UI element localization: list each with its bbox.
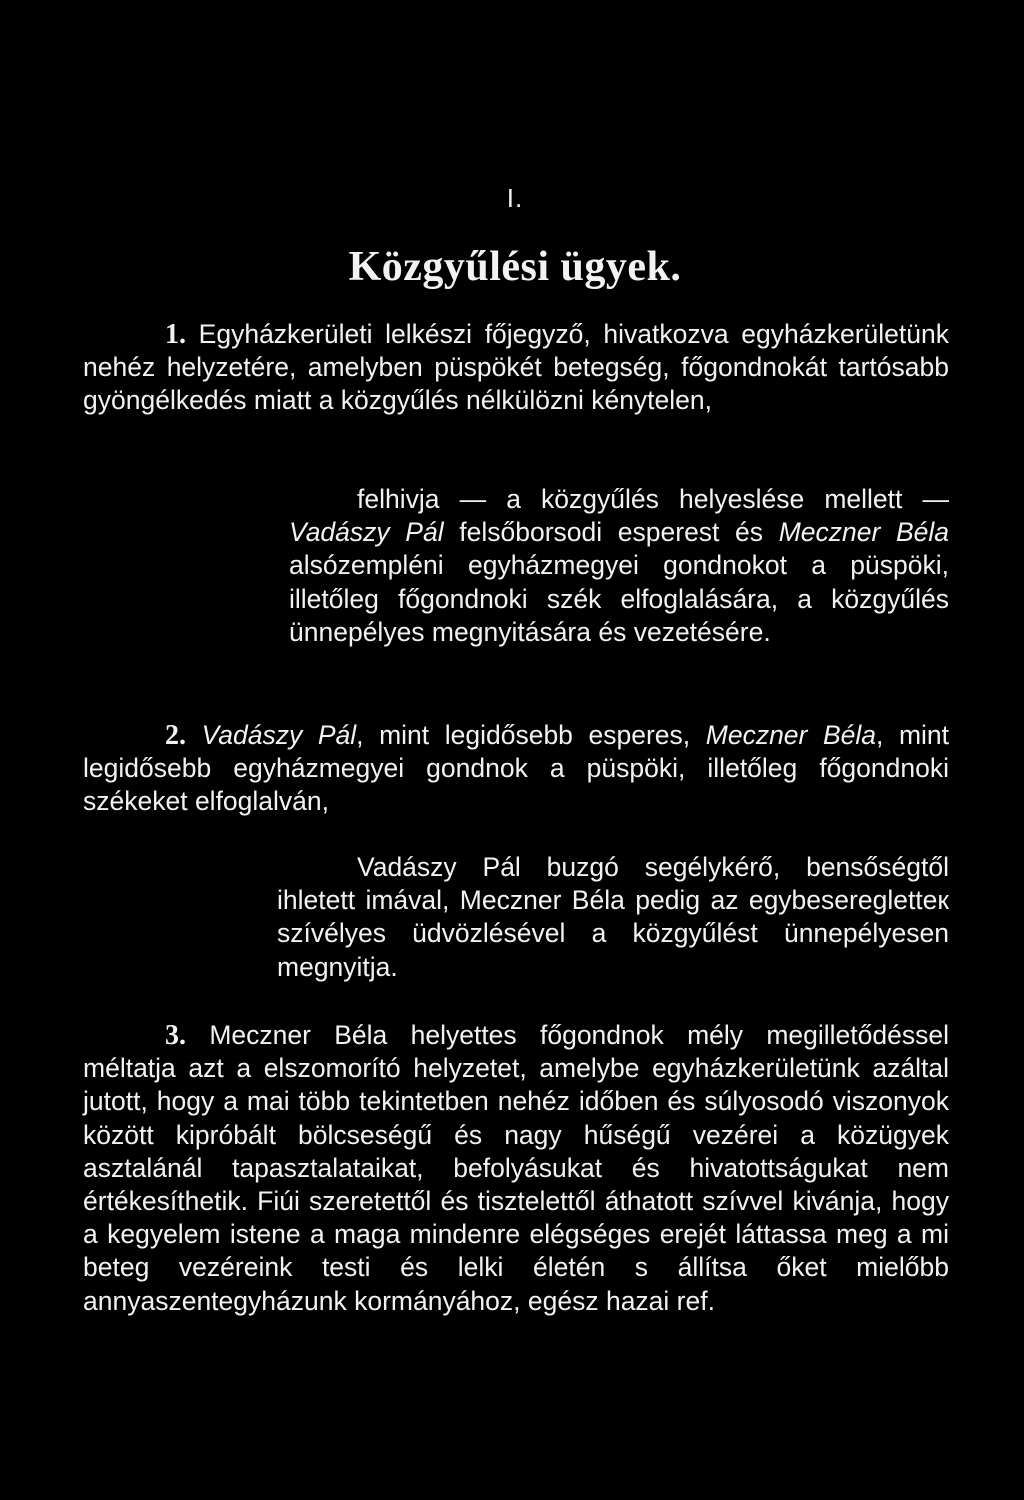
item-2-resolution-text: Vadászy Pál buzgó segélykérő, bensőségtől ihletett imával, Meczner Béla pedig az egybeseregletteк szívélyes üdvözlésével a közgyűlést ünnepélyesen megnyitja.: [277, 852, 949, 982]
item-1-resolution: [289, 483, 949, 649]
item-1-resolution-part2: felsőborsodi esperest és: [459, 517, 764, 548]
item-1-text: Egyházkerületi lelkészi főjegyző, hivatkozva egyházkerületünk nehéz helyzetére, amelyben püspökét betegség, főgondnokát tartósabb gyöngélkedés miatt a közgyűlés nélkülözni kénytelen,: [83, 319, 949, 416]
item-3-number: 3.: [165, 1020, 186, 1051]
section-title: Közgyűlési ügyek.: [348, 244, 682, 290]
item-2-number: 2.: [165, 720, 186, 751]
item-2-name2: Meczner Béla: [705, 720, 876, 750]
item-2-part2: , mint legidősebb egyházmegyei gondnok a püspöki, illetőleg főgondnoki székeket elfoglalván,: [83, 720, 950, 817]
item-1-resolution-part3: alsózempléni egyházmegyei gondnokot a püspöki, illetőleg főgondnoki szék elfoglalására, a közgyűlés ünnepélyes megnyitására és vezetésére.: [289, 550, 949, 647]
item-2-resolution: [277, 851, 949, 984]
item-1-resolution-name1: Vadászy Pál: [289, 517, 444, 548]
item-1-resolution-name2: Meczner Béla: [778, 517, 949, 548]
item-2-part1: , mint legidősebb esperes,: [356, 720, 691, 750]
item-1-resolution-part1: felhivja — a közgyűlés helyeslése mellett —: [357, 484, 949, 514]
item-1-number: 1.: [165, 319, 186, 350]
item-3-paragraph: [83, 1019, 949, 1318]
item-2-paragraph: [83, 719, 949, 819]
chapter-number: I.: [506, 183, 524, 213]
item-3-text: Meczner Béla helyettes főgondnok mély megilletődéssel méltatja azt a elszomorító helyzetet, amelybe egyházkerületünk azáltal jutott, hogy a mai több tekintetben nehéz időben és súlyosodó viszonyok között kipróbált bölcseségű és nagy hűségű vezérei a közügyek asztalánál tapasztalataikat, befolyásukat és hivatottságukat nem értékesíthetik. Fiúi szeretettől és tisztelettől áthatott szívvel kivánja, hogy a kegyelem istene a maga mindenre elégséges erejét láttassa meg a mi beteg vezéreink testi és lelki életén s állítsa őket mielőbb annyaszentegyházunk kormányához, egész hazai ref.: [83, 1020, 949, 1316]
item-2-name1: Vadászy Pál: [201, 720, 357, 750]
item-1-paragraph: [83, 318, 949, 418]
